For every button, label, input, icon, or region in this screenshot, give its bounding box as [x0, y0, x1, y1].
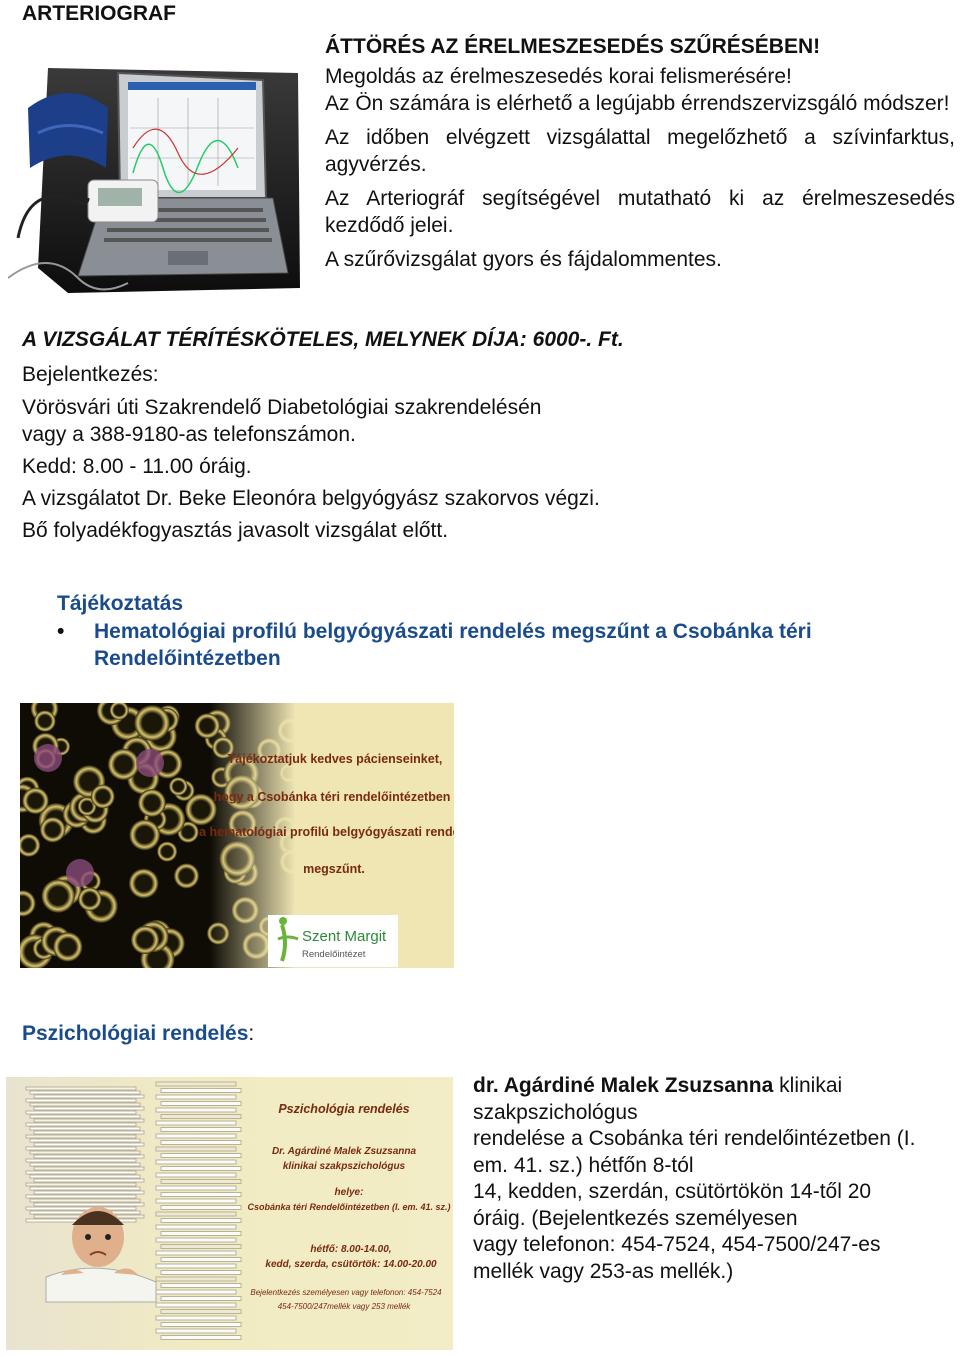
- registration-label: Bejelentkezés:: [22, 363, 159, 386]
- intro-line-3: Az időben elvégzett vizsgálattal megelőzhető a szívinfarktus, agyvérzés.: [325, 126, 955, 176]
- psych-line-3: rendelése a Csobánka téri rendelőintézetben (I.: [473, 1127, 916, 1150]
- psych-title: [22, 1020, 254, 1047]
- logo-name: Szent Margit: [302, 928, 387, 945]
- intro-line-5: A szűrővizsgálat gyors és fájdalommentes.: [325, 248, 722, 271]
- psych-line-4: em. 41. sz.) hétfőn 8-tól: [473, 1153, 694, 1177]
- psy-poster-role: klinikai szakpszichológus: [282, 1161, 406, 1172]
- psy-poster-place-label: helye:: [334, 1187, 364, 1198]
- psy-poster-reg-2: 454-7500/247mellék vagy 253 mellék: [277, 1302, 411, 1311]
- fee-notice: A VIZSGÁLAT TÉRÍTÉSKÖTELES, MELYNEK DÍJA: 6000-. Ft.: [22, 328, 624, 351]
- intro-line-1: Megoldás az érelmeszesedés korai felismerésére!: [325, 65, 792, 88]
- psy-poster-place: Csobánka téri Rendelőintézetben (I. em. 41. sz.): [247, 1202, 451, 1212]
- intro-line-4: Az Arteriográf segítségével mutatható ki az érelmeszesedés kezdődő jelei.: [325, 187, 955, 237]
- registration-doctor: A vizsgálatot Dr. Beke Eleonóra belgyógyász szakorvos végzi.: [22, 487, 600, 510]
- psych-line-5: 14, kedden, szerdán, csütörtökön 14-től 20: [473, 1180, 872, 1203]
- registration-note: Bő folyadékfogyasztás javasolt vizsgálat előtt.: [22, 519, 449, 542]
- psych-title-colon: :: [248, 1022, 255, 1045]
- psych-title-text: Pszichológiai rendelés: [22, 1022, 249, 1045]
- registration-time: Kedd: 8.00 - 11.00 óráig.: [22, 455, 252, 478]
- page-title: ARTERIOGRAF: [22, 2, 176, 25]
- psych-doctor-name: dr. Agárdiné Malek Zsuzsanna: [473, 1074, 774, 1097]
- logo-sub: Rendelőintézet: [302, 949, 366, 960]
- psych-description: [473, 1073, 953, 1285]
- bullet-icon: •: [57, 620, 65, 643]
- hematology-poster: [20, 703, 454, 968]
- psy-poster-hours-2: kedd, szerda, csütörtök: 14.00-20.00: [265, 1259, 437, 1270]
- hema-poster-line-4: megszűnt.: [303, 862, 365, 876]
- psy-poster-hours-1: hétfő: 8.00-14.00,: [310, 1244, 392, 1255]
- psych-line-1: [473, 1073, 953, 1100]
- registration-place: Vörösvári úti Szakrendelő Diabetológiai szakrendelésén: [22, 396, 542, 419]
- szent-margit-logo: [268, 915, 398, 967]
- intro-line-2: Az Ön számára is elérhető a legújabb érrendszervizsgáló módszer!: [325, 92, 950, 115]
- hema-poster-line-1: Tájékoztatjuk kedves pácienseinket,: [227, 752, 443, 766]
- psych-line-6: óráig. (Bejelentkezés személyesen: [473, 1206, 798, 1230]
- psych-doctor-rest: klinikai: [773, 1074, 843, 1097]
- info-title: Tájékoztatás: [57, 592, 184, 615]
- registration-block: [22, 361, 942, 544]
- intro-text: [325, 33, 955, 273]
- psy-poster-reg-1: Bejelentkezés személyesen vagy telefonon: 454-7524: [250, 1288, 442, 1297]
- psychology-poster: [6, 1077, 453, 1350]
- psy-poster-name: Dr. Agárdiné Malek Zsuzsanna: [271, 1146, 417, 1157]
- psych-line-2: szakpszichológus: [473, 1100, 638, 1124]
- registration-phone: vagy a 388-9180-as telefonszámon.: [22, 423, 356, 446]
- hema-poster-line-3: a hematológiai profilú belgyógyászati rendelés: [199, 825, 454, 839]
- laptop-device-image: [8, 48, 308, 300]
- psych-line-7: vagy telefonon: 454-7524, 454-7500/247-es: [473, 1233, 881, 1256]
- hema-poster-line-2: hogy a Csobánka téri rendelőintézetben: [213, 790, 451, 804]
- info-item: Hematológiai profilú belgyógyászati rendelés megszűnt a Csobánka téri Rendelőintézetben: [94, 620, 812, 670]
- psych-line-8: mellék vagy 253-as mellék.): [473, 1259, 734, 1283]
- intro-headline: ÁTTÖRÉS AZ ÉRELMESZESEDÉS SZŰRÉSÉBEN!: [325, 35, 821, 58]
- psy-poster-title: Pszichológia rendelés: [278, 1102, 410, 1116]
